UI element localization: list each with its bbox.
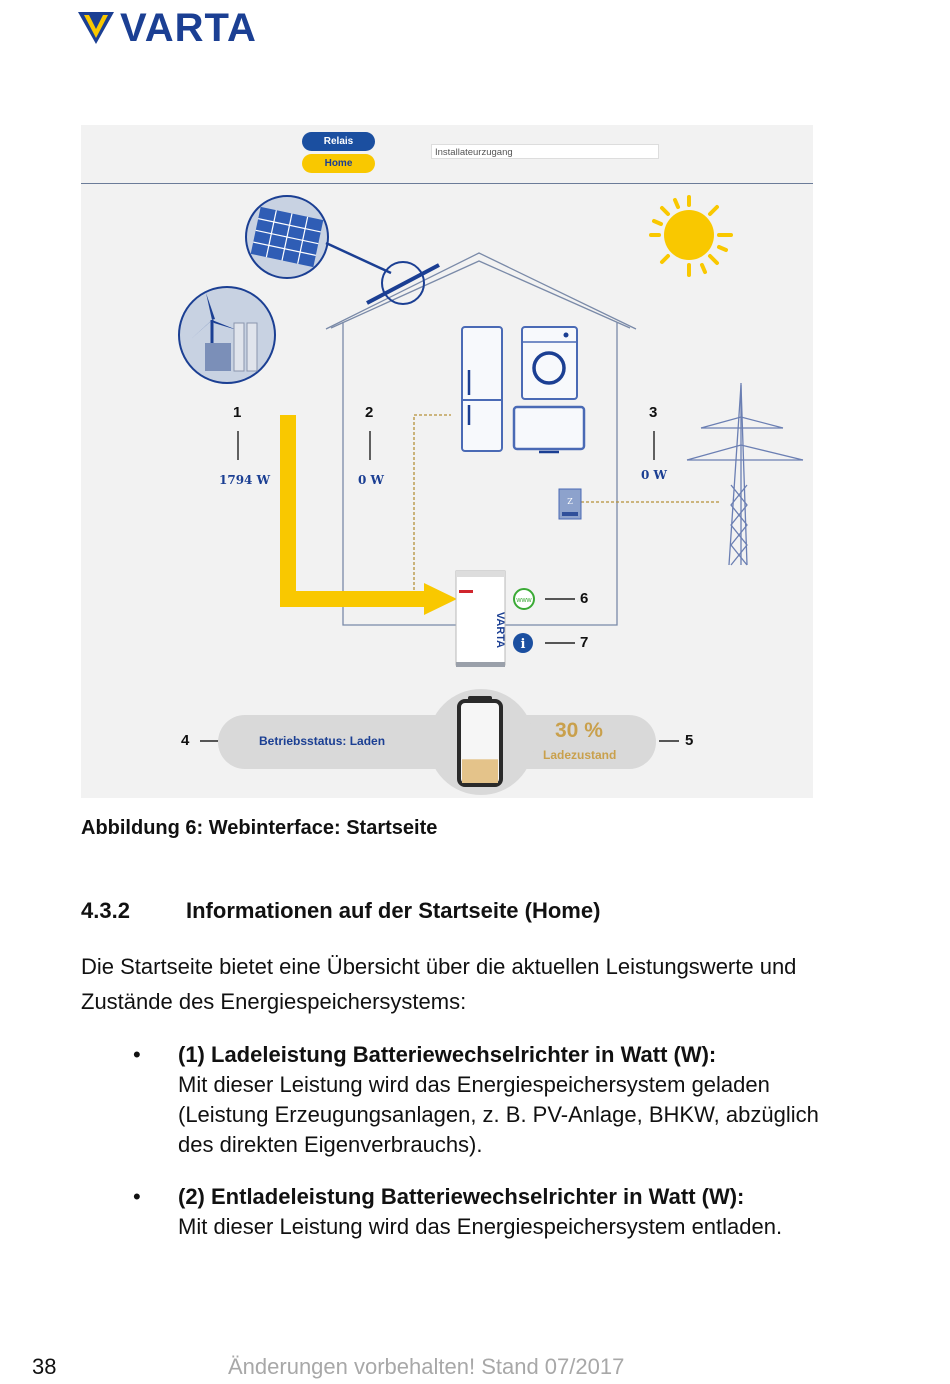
figure-caption: Abbildung 6: Webinterface: Startseite — [81, 817, 438, 839]
state-of-charge-percent: 30 % — [555, 719, 603, 742]
varta-logo-mark-icon — [78, 10, 114, 46]
sun-icon — [651, 197, 731, 275]
bullet-title: (2) Entladeleistung Batteriewechselrichter in Watt (W): — [178, 1184, 745, 1209]
wind-turbine-icon — [179, 287, 275, 383]
power-pylon-icon — [687, 383, 803, 565]
marker-5: 5 — [685, 732, 694, 749]
home-button[interactable]: Home — [302, 154, 375, 173]
bullet-title: (1) Ladeleistung Batteriewechselrichter in Watt (W): — [178, 1042, 717, 1067]
solar-panel-icon — [246, 196, 328, 278]
bullet-text: Mit dieser Leistung wird das Energiespeichersystem geladen (Leistung Erzeugungsanlagen, z. B. PV-Anlage, BHKW, abzüglich des direkten Eigenverbrauchs). — [178, 1072, 819, 1157]
intro-paragraph: Die Startseite bietet eine Übersicht über die aktuellen Leistungswerte und Zustände des Energiespeichersystems: — [81, 954, 797, 1014]
footer-note: Änderungen vorbehalten! Stand 07/2017 — [228, 1354, 625, 1379]
device-brand-label: VARTA — [494, 611, 506, 649]
logo-text: VARTA — [120, 6, 257, 50]
discharge-power-value: 0 W — [358, 473, 385, 487]
meter-icon — [326, 243, 439, 304]
charge-power-value: 1794 W — [219, 473, 271, 487]
marker-4: 4 — [181, 732, 190, 749]
grid-meter-icon — [559, 489, 581, 519]
section-title: Informationen auf der Startseite (Home) — [186, 898, 601, 923]
svg-text:Z: Z — [567, 497, 573, 506]
fridge-icon — [462, 327, 502, 451]
www-icon[interactable] — [514, 589, 534, 609]
washing-machine-icon — [522, 327, 577, 399]
webinterface-screenshot — [81, 125, 813, 798]
marker-3: 3 — [649, 404, 658, 421]
svg-text:i: i — [520, 637, 526, 652]
bullet-icon: • — [133, 1042, 141, 1067]
state-of-charge-label: Ladezustand — [543, 748, 617, 762]
info-icon[interactable] — [513, 633, 533, 653]
page-number: 38 — [32, 1354, 57, 1379]
marker-6: 6 — [580, 590, 589, 607]
list-item — [133, 1182, 858, 1242]
marker-1: 1 — [233, 404, 242, 421]
bullet-icon: • — [133, 1184, 141, 1209]
marker-2: 2 — [365, 404, 374, 421]
marker-7: 7 — [580, 634, 589, 651]
battery-gauge-icon — [459, 696, 501, 785]
list-item — [133, 1040, 858, 1160]
battery-storage-unit-icon — [456, 571, 506, 667]
section-heading — [81, 898, 600, 924]
section-number: 4.3.2 — [81, 898, 130, 923]
bullet-list — [133, 1040, 858, 1264]
grid-power-value: 0 W — [641, 468, 668, 482]
installer-access-field[interactable]: Installateurzugang — [431, 144, 659, 159]
energy-flow-diagram — [81, 125, 813, 798]
svg-text:www: www — [516, 597, 532, 604]
marker-lines — [200, 431, 679, 741]
bullet-text: Mit dieser Leistung wird das Energiespeichersystem entladen. — [178, 1214, 783, 1239]
varta-logo — [78, 8, 257, 48]
tv-icon — [514, 407, 584, 452]
operating-status: Betriebsstatus: Laden — [259, 734, 386, 748]
relais-button[interactable]: Relais — [302, 132, 375, 151]
energy-flow-arrow — [288, 415, 457, 615]
